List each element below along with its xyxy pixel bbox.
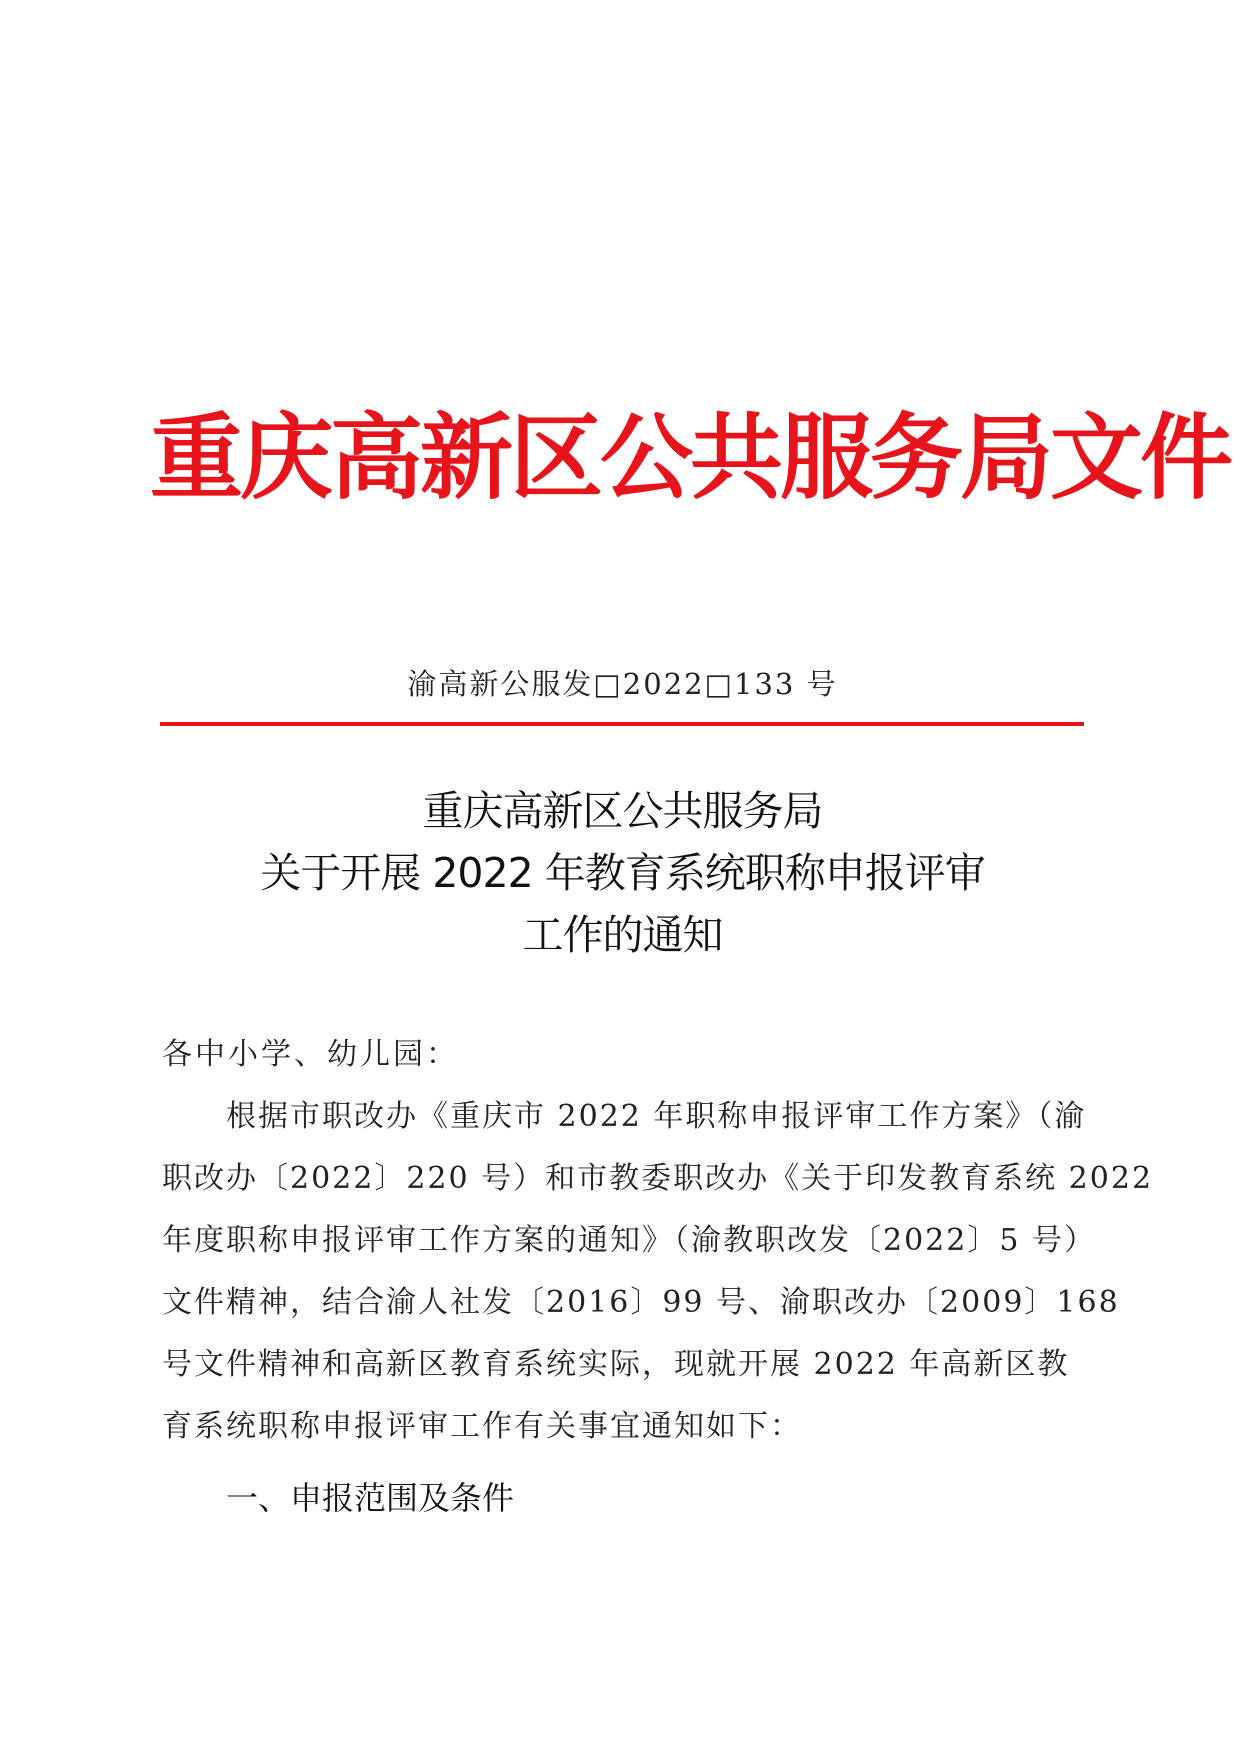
section-heading: 一、申报范围及条件 — [226, 1479, 515, 1517]
title-line-3: 工作的通知 — [522, 911, 723, 959]
salutation: 各中小学、幼儿园： — [162, 1037, 459, 1072]
body-line: 育系统职称申报评审工作有关事宜通知如下： — [162, 1409, 802, 1444]
title-line-1: 重庆高新区公共服务局 — [422, 787, 823, 835]
body-line: 号文件精神和高新区教育系统实际，现就开展 2022 年高新区教 — [162, 1347, 1070, 1382]
title-line-2: 关于开展 2022 年教育系统职称申报评审 — [260, 849, 985, 897]
document-title — [150, 780, 1095, 966]
body-line: 职改办〔2022〕220 号）和市教委职改办《关于印发教育系统 2022 — [162, 1161, 1154, 1196]
body-line: 文件精神，结合渝人社发〔2016〕99 号、渝职改办〔2009〕168 — [162, 1285, 1120, 1320]
body-line: 根据市职改办《重庆市 2022 年职称申报评审工作方案》（渝 — [162, 1099, 1087, 1134]
document-number: 渝高新公服发□2022□133 号 — [407, 667, 838, 701]
red-divider-rule — [160, 722, 1084, 726]
body-line: 年度职称申报评审工作方案的通知》（渝教职改发〔2022〕5 号） — [162, 1223, 1096, 1258]
masthead-title: 重庆高新区公共服务局文件 — [150, 404, 1230, 512]
